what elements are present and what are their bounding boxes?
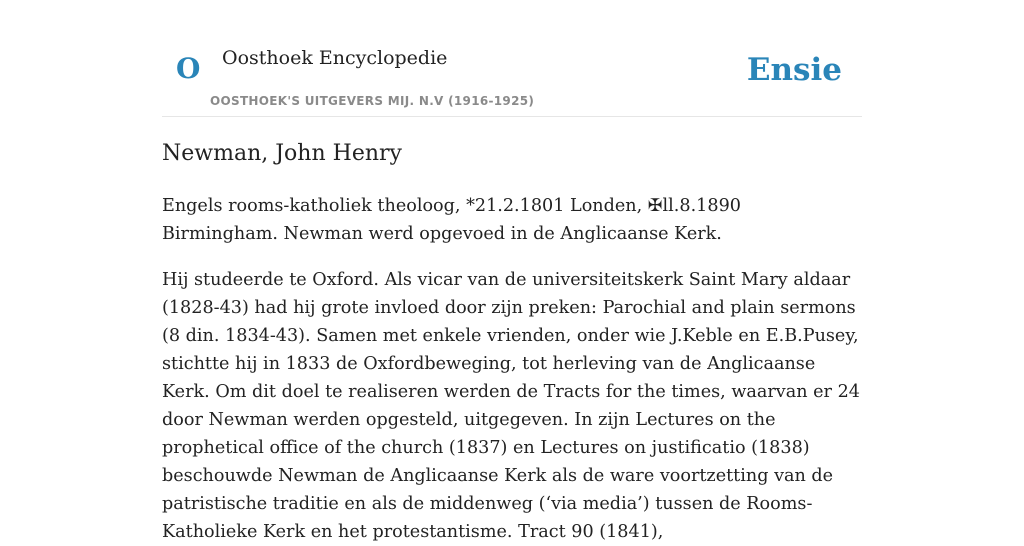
article-title: Newman, John Henry <box>162 141 402 166</box>
brand-logo[interactable]: Ensie <box>746 52 842 88</box>
site-logo[interactable]: O <box>176 52 201 85</box>
site-header <box>162 0 862 117</box>
article-paragraph: Hij studeerde te Oxford. Als vicar van de universiteitskerk Saint Mary aldaar (1828-43) had hij grote invloed door zijn preken: Parochial and plain sermons (8 din. 1834-43). Samen met enkele vrienden, onder wie J.Keble en E.B.Pusey, stichtte hij in 1833 de Oxfordbeweging, tot herleving van de Anglicaanse Kerk. Om dit doel te realiseren werden de Tracts for the times, waarvan er 24 door Newman werden opgesteld, uitgegeven. In zijn Lectures on the prophetical office of the church (1837) en Lectures on justificatio (1838) beschouwde Newman de Anglicaanse Kerk als de ware voortzetting van de patristische traditie en als de middenweg (‘via media’) tussen de Rooms-Katholieke Kerk en het protestantisme. Tract 90 (1841), <box>162 270 860 542</box>
site-subtitle: OOSTHOEK'S UITGEVERS MIJ. N.V (1916-1925) <box>210 94 535 108</box>
article-paragraph: Engels rooms-katholiek theoloog, *21.2.1801 Londen, ✠ll.8.1890 Birmingham. Newman werd opgevoed in de Anglicaanse Kerk. <box>162 196 741 244</box>
article <box>162 136 862 546</box>
site-title[interactable]: Oosthoek Encyclopedie <box>222 47 448 69</box>
